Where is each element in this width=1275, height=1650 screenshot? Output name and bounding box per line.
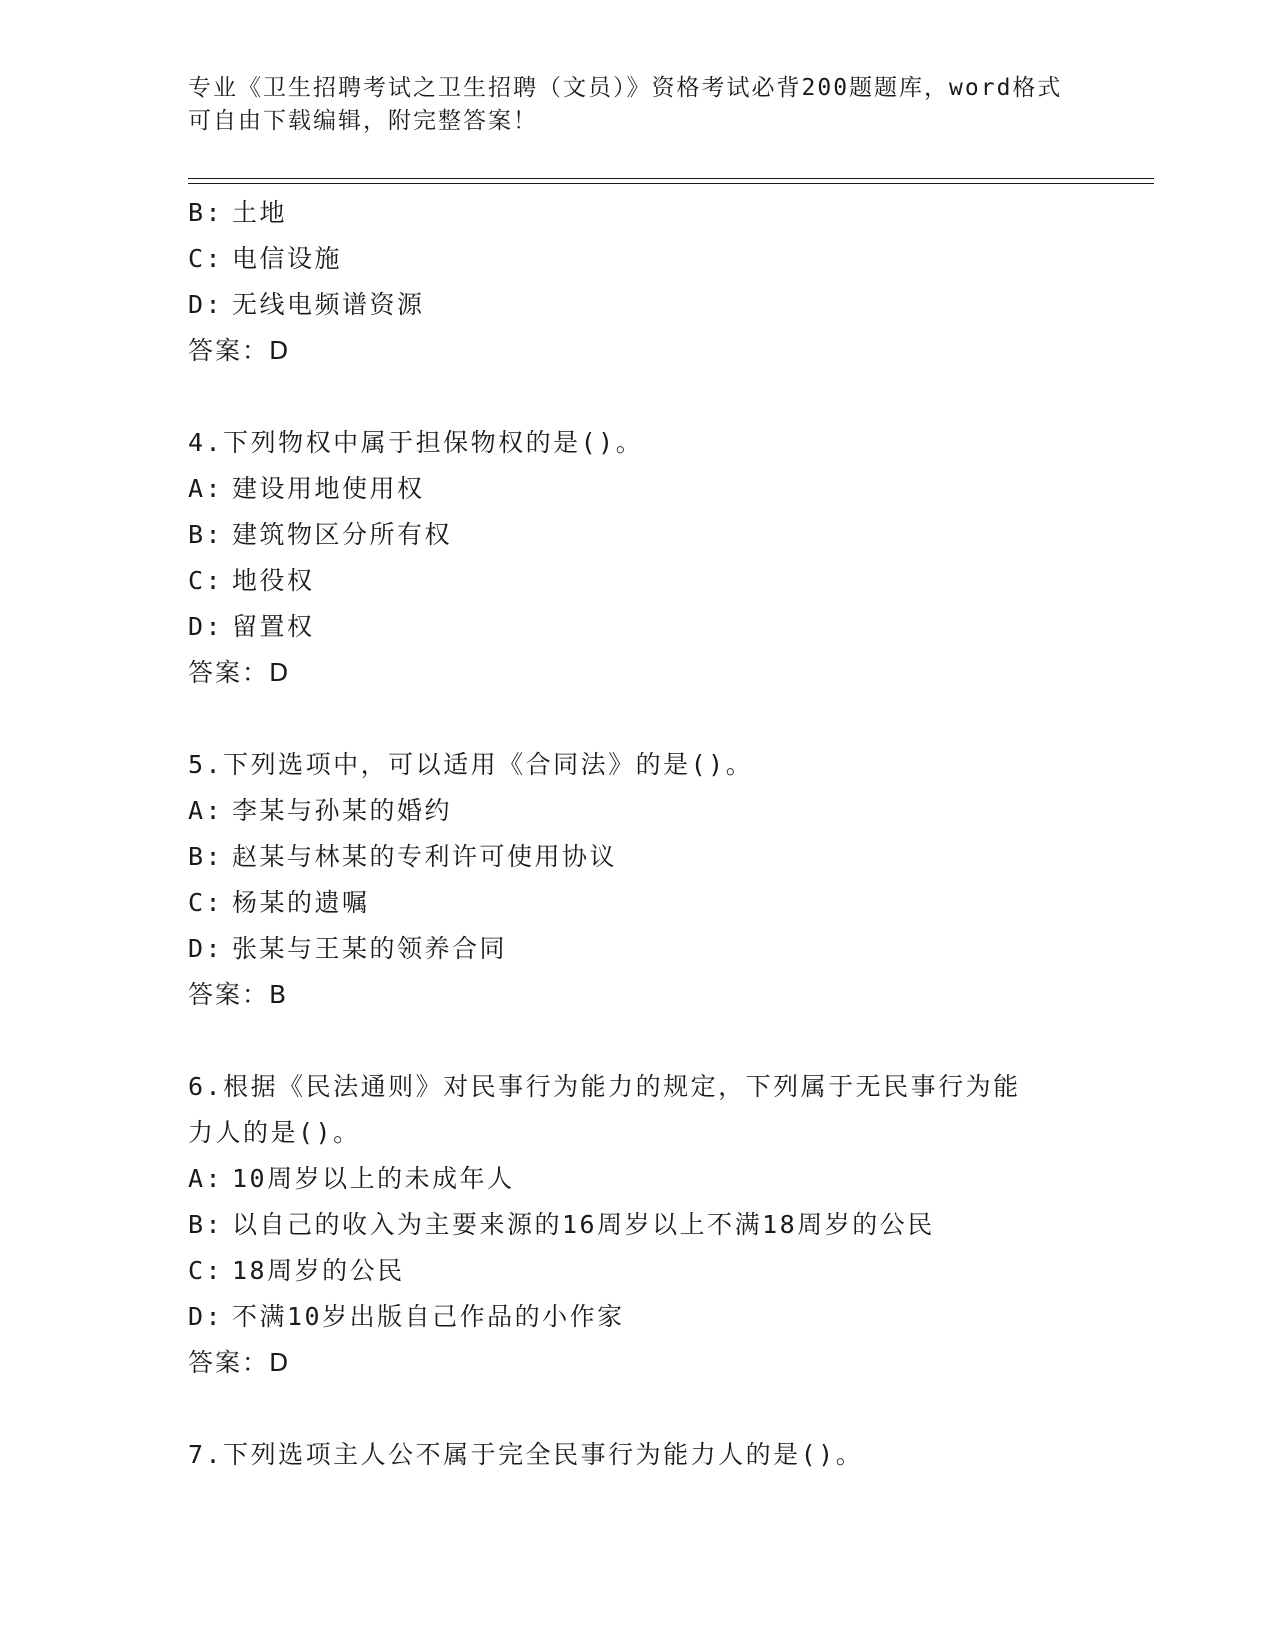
option-d: D: 不满10岁出版自己作品的小作家	[188, 1302, 625, 1331]
question-block-3	[188, 190, 1088, 374]
question-block-7	[188, 1432, 1088, 1478]
answer: 答案：B	[188, 980, 289, 1009]
option-a: A: 建设用地使用权	[188, 474, 425, 503]
option-c: C: 电信设施	[188, 244, 343, 273]
option-b: B: 建筑物区分所有权	[188, 520, 453, 549]
question-text: 7.下列选项主人公不属于完全民事行为能力人的是()。	[188, 1440, 864, 1469]
question-text: 6.根据《民法通则》对民事行为能力的规定，下列属于无民事行为能力人的是()。	[188, 1072, 1021, 1147]
option-b: B: 土地	[188, 198, 288, 227]
option-c: C: 地役权	[188, 566, 315, 595]
option-b: B: 以自己的收入为主要来源的16周岁以上不满18周岁的公民	[188, 1210, 935, 1239]
option-d: D: 留置权	[188, 612, 315, 641]
document-header	[188, 72, 1068, 138]
option-a: A: 10周岁以上的未成年人	[188, 1164, 515, 1193]
option-d: D: 无线电频谱资源	[188, 290, 425, 319]
question-block-4	[188, 420, 1088, 696]
option-b: B: 赵某与林某的专利许可使用协议	[188, 842, 618, 871]
question-block-6	[188, 1064, 1088, 1386]
answer: 答案：D	[188, 1348, 291, 1377]
header-divider-top	[188, 178, 1154, 179]
question-block-5	[188, 742, 1088, 1018]
option-a: A: 李某与孙某的婚约	[188, 796, 453, 825]
answer: 答案：D	[188, 658, 291, 687]
option-d: D: 张某与王某的领养合同	[188, 934, 508, 963]
question-text: 4.下列物权中属于担保物权的是()。	[188, 428, 644, 457]
header-divider-bottom	[188, 183, 1154, 184]
option-c: C: 杨某的遗嘱	[188, 888, 370, 917]
option-c: C: 18周岁的公民	[188, 1256, 405, 1285]
answer: 答案：D	[188, 336, 291, 365]
header-line-2: 可自由下载编辑，附完整答案！	[188, 108, 538, 134]
question-list	[188, 190, 1088, 1478]
header-line-1: 专业《卫生招聘考试之卫生招聘（文员）》资格考试必背200题题库，word格式	[188, 75, 1063, 101]
question-text: 5.下列选项中，可以适用《合同法》的是()。	[188, 750, 754, 779]
